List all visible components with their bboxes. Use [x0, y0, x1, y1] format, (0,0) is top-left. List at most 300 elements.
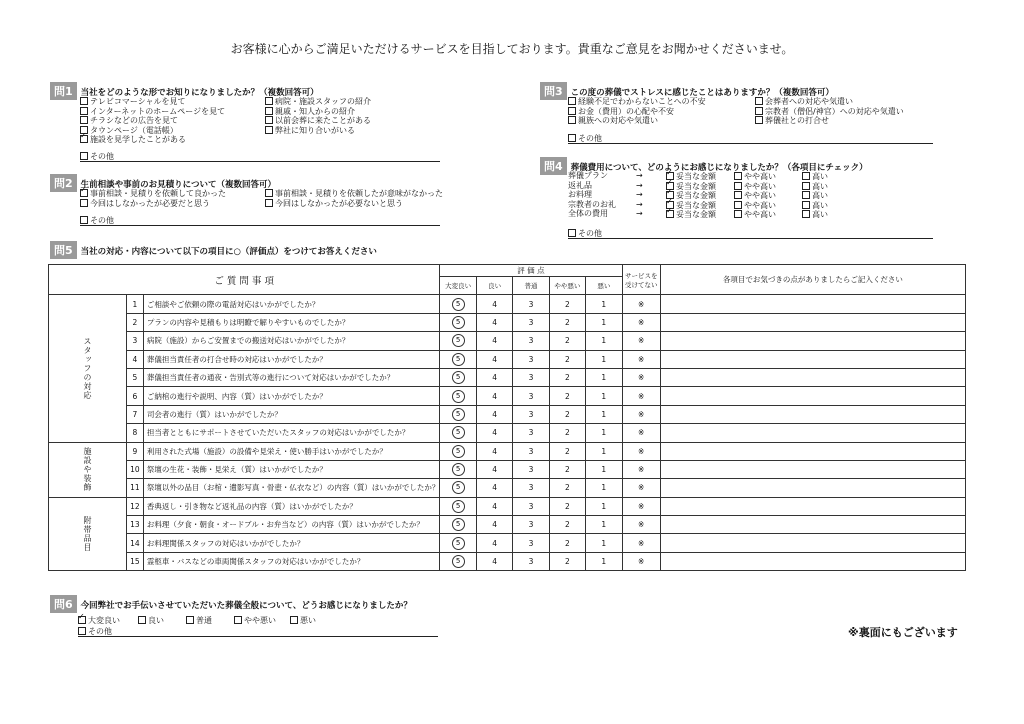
q6-other-line[interactable]: [78, 636, 438, 637]
score-value: 3: [528, 501, 534, 511]
circled-score: 5: [452, 298, 465, 311]
q4-choice[interactable]: やや高い: [734, 201, 776, 210]
comment-cell[interactable]: [660, 405, 965, 423]
score-cell[interactable]: [440, 424, 477, 442]
q3-options-right: [755, 97, 935, 126]
score-value: 3: [528, 428, 534, 438]
q6-other[interactable]: その他: [78, 627, 112, 636]
checkbox[interactable]: [265, 189, 273, 197]
comment-cell[interactable]: [660, 552, 965, 570]
table-row: [49, 534, 966, 552]
q4-choice[interactable]: ✓ 妥当な金額: [666, 201, 716, 210]
score-cell[interactable]: [586, 313, 622, 331]
score-value: 2: [565, 428, 570, 438]
score-cell[interactable]: [476, 350, 512, 368]
score-value: 3: [528, 354, 534, 364]
table-row: [49, 405, 966, 423]
circled-score: 5: [452, 500, 465, 513]
q4-choice[interactable]: やや高い: [734, 191, 776, 200]
checkbox[interactable]: [734, 201, 742, 209]
item-number: 10: [127, 460, 144, 478]
item-number: 9: [127, 442, 144, 460]
score-value: 4: [492, 373, 497, 383]
q3-option[interactable]: 経験不足でわからないことへの不安: [568, 97, 748, 107]
q4-choice[interactable]: ✓ 妥当な金額: [666, 182, 716, 191]
service-not-received-cell[interactable]: ※: [622, 442, 660, 460]
score-cell[interactable]: [549, 479, 585, 497]
service-not-received-cell[interactable]: ※: [622, 313, 660, 331]
comment-cell[interactable]: [660, 350, 965, 368]
score-cell[interactable]: [549, 497, 585, 515]
score-cell[interactable]: [440, 516, 477, 534]
score-cell[interactable]: [440, 497, 477, 515]
score-cell[interactable]: [586, 460, 622, 478]
score-cell[interactable]: [549, 424, 585, 442]
checkbox-checked[interactable]: [80, 135, 88, 143]
score-value: 3: [528, 409, 534, 419]
q4-choice[interactable]: 高い: [802, 182, 828, 191]
q4-choice[interactable]: ✓ 妥当な金額: [666, 191, 716, 200]
score-cell[interactable]: [549, 350, 585, 368]
item-question: 利用された式場（施設）の設備や見栄え・使い勝手はいかがでしたか？: [143, 442, 440, 460]
checkbox[interactable]: [734, 182, 742, 190]
score-value: 1: [601, 483, 607, 493]
score-value: 2: [565, 557, 570, 567]
checkbox[interactable]: [802, 210, 810, 218]
score-cell[interactable]: [549, 516, 585, 534]
table-row: [49, 368, 966, 386]
score-value: 4: [492, 465, 497, 475]
service-not-received-cell[interactable]: ※: [622, 405, 660, 423]
table-row: [49, 497, 966, 515]
score-value: 1: [601, 557, 607, 567]
score-value: 4: [492, 299, 497, 309]
score-cell[interactable]: [440, 405, 477, 423]
q2-other[interactable]: その他: [80, 216, 114, 225]
comment-cell[interactable]: [660, 313, 965, 331]
score-label: 大変良い: [440, 277, 477, 295]
col-score-header: 評 価 点: [440, 265, 622, 277]
item-question: 担当者とともにサポートさせていただいたスタッフの対応はいかがでしたか？: [143, 424, 440, 442]
score-value: 2: [565, 446, 570, 456]
evaluation-table: [48, 264, 966, 571]
score-cell[interactable]: [476, 497, 512, 515]
item-question: お料理関係スタッフの対応はいかがでしたか？: [143, 534, 440, 552]
score-value: 2: [565, 317, 570, 327]
checkbox[interactable]: [755, 116, 763, 124]
comment-cell[interactable]: [660, 534, 965, 552]
checkbox[interactable]: [568, 229, 576, 237]
score-cell[interactable]: [476, 405, 512, 423]
score-value: 2: [565, 391, 570, 401]
q3-option[interactable]: 親族への対応や気遣い: [568, 116, 748, 126]
circled-score: 5: [452, 371, 465, 384]
q4-choice[interactable]: 高い: [802, 172, 828, 181]
col-service-header: サービスを受けてない: [622, 265, 660, 295]
service-not-received-cell[interactable]: ※: [622, 368, 660, 386]
comment-cell[interactable]: [660, 387, 965, 405]
q5-badge: 問5: [50, 241, 77, 259]
score-cell[interactable]: [513, 442, 549, 460]
checkbox[interactable]: [802, 191, 810, 199]
comment-cell[interactable]: [660, 332, 965, 350]
score-cell[interactable]: [549, 534, 585, 552]
checkbox[interactable]: [568, 134, 576, 142]
checkbox[interactable]: [265, 107, 273, 115]
score-value: 4: [492, 557, 497, 567]
score-cell[interactable]: [549, 313, 585, 331]
score-cell[interactable]: [440, 552, 477, 570]
checkbox[interactable]: [138, 616, 146, 624]
item-number: 6: [127, 387, 144, 405]
q1-option[interactable]: タウンページ（電話帳）: [80, 126, 260, 136]
service-not-received-cell[interactable]: ※: [622, 295, 660, 313]
score-value: 1: [601, 354, 607, 364]
score-cell[interactable]: [586, 424, 622, 442]
score-cell[interactable]: [513, 534, 549, 552]
score-cell[interactable]: [476, 534, 512, 552]
q4-choice[interactable]: やや高い: [734, 172, 776, 181]
item-question: 病院（施設）からご安置までの搬送対応はいかがでしたか？: [143, 332, 440, 350]
score-cell[interactable]: [440, 332, 477, 350]
checkbox[interactable]: [802, 201, 810, 209]
score-value: 2: [565, 465, 570, 475]
score-cell[interactable]: [586, 442, 622, 460]
q4-choice[interactable]: 高い: [802, 191, 828, 200]
score-value: 1: [601, 299, 607, 309]
table-row: [49, 552, 966, 570]
checkbox[interactable]: [80, 199, 88, 207]
q1-options-left: [80, 97, 260, 145]
score-cell[interactable]: [440, 387, 477, 405]
score-cell[interactable]: [440, 350, 477, 368]
q6-option[interactable]: 良い: [138, 616, 186, 625]
score-label: やや悪い: [549, 277, 585, 295]
item-number: 13: [127, 516, 144, 534]
checkbox-checked[interactable]: [80, 189, 88, 197]
circled-score: 5: [452, 463, 465, 476]
score-cell[interactable]: [513, 405, 549, 423]
score-cell[interactable]: [513, 387, 549, 405]
score-cell[interactable]: [513, 368, 549, 386]
q2-option[interactable]: 今回はしなかったが必要ないと思う: [265, 199, 455, 209]
q2-other-line[interactable]: [80, 225, 440, 226]
comment-cell[interactable]: [660, 460, 965, 478]
score-value: 2: [565, 538, 570, 548]
item-number: 1: [127, 295, 144, 313]
checkbox[interactable]: [265, 116, 273, 124]
q6-badge: 問6: [50, 595, 77, 613]
q4-title: 葬儀費用について、どのようにお感じになりましたか？（各項目にチェック）: [570, 163, 868, 173]
comment-cell[interactable]: [660, 479, 965, 497]
item-number: 11: [127, 479, 144, 497]
q2-option[interactable]: ✓事前相談・見積りを依頼して良かった: [80, 189, 260, 199]
score-cell[interactable]: [476, 332, 512, 350]
checkbox[interactable]: [78, 627, 86, 635]
circled-score: 5: [452, 445, 465, 458]
service-not-received-cell[interactable]: ※: [622, 479, 660, 497]
score-cell[interactable]: [513, 295, 549, 313]
score-cell[interactable]: [586, 387, 622, 405]
comment-cell[interactable]: [660, 368, 965, 386]
service-not-received-cell[interactable]: ※: [622, 350, 660, 368]
circled-score: 5: [452, 481, 465, 494]
score-value: 2: [565, 409, 570, 419]
q1-option[interactable]: ✓施設を見学したことがある: [80, 135, 260, 145]
checkbox[interactable]: [80, 97, 88, 105]
q1-options-right: [265, 97, 445, 135]
q3-option[interactable]: お金（費用）の心配や不安: [568, 107, 748, 117]
table-row: [49, 516, 966, 534]
item-question: お料理（夕食・朝食・オードブル・お弁当など）の内容（質）はいかがでしたか？: [143, 516, 440, 534]
comment-cell[interactable]: [660, 424, 965, 442]
score-value: 3: [528, 538, 534, 548]
q6-option[interactable]: 悪い: [290, 616, 338, 625]
score-value: 2: [565, 373, 570, 383]
item-question: 祭壇の生花・装飾・見栄え（質）はいかがでしたか？: [143, 460, 440, 478]
service-not-received-cell[interactable]: ※: [622, 497, 660, 515]
q6-option[interactable]: 普通: [186, 616, 234, 625]
item-number: 15: [127, 552, 144, 570]
score-value: 1: [601, 520, 607, 530]
checkbox-checked[interactable]: [78, 616, 86, 624]
score-value: 4: [492, 501, 497, 511]
q5-title: 当社の対応・内容について以下の項目に○（評価点）をつけてお答えください: [80, 247, 377, 257]
score-value: 4: [492, 428, 497, 438]
circled-score: 5: [452, 555, 465, 568]
q1-option[interactable]: 以前会葬に来たことがある: [265, 116, 445, 126]
checkbox[interactable]: [80, 107, 88, 115]
q1-title: 当社をどのような形でお知りになりましたか？（複数回答可）: [80, 88, 319, 98]
checkbox[interactable]: [186, 616, 194, 624]
comment-cell[interactable]: [660, 442, 965, 460]
score-cell[interactable]: [440, 479, 477, 497]
q1-other[interactable]: その他: [80, 152, 114, 161]
q2-option[interactable]: 今回はしなかったが必要だと思う: [80, 199, 260, 209]
q1-option[interactable]: 病院・施設スタッフの紹介: [265, 97, 445, 107]
score-cell[interactable]: [476, 424, 512, 442]
q4-choice[interactable]: ✓ 妥当な金額: [666, 172, 716, 181]
q3-option[interactable]: 葬儀社との打合せ: [755, 116, 935, 126]
page-header: お客様に心からご満足いただけるサービスを目指しております。貴重なご意見をお聞かせくださいませ。: [230, 42, 794, 56]
group-label: 附帯品目: [49, 497, 127, 571]
score-cell[interactable]: [549, 368, 585, 386]
score-value: 4: [492, 520, 497, 530]
circled-score: 5: [452, 390, 465, 403]
score-value: 3: [528, 299, 534, 309]
comment-cell[interactable]: [660, 295, 965, 313]
service-not-received-cell[interactable]: ※: [622, 516, 660, 534]
checkbox[interactable]: [734, 210, 742, 218]
score-cell[interactable]: [476, 387, 512, 405]
q4-row: 返礼品 → ✓ 妥当な金額 やや高い 高い: [568, 182, 968, 192]
score-label: 普通: [513, 277, 549, 295]
checkbox[interactable]: [265, 126, 273, 134]
score-cell[interactable]: [513, 460, 549, 478]
q2-option[interactable]: 事前相談・見積りを依頼したが意味がなかった: [265, 189, 455, 199]
score-cell[interactable]: [476, 516, 512, 534]
score-cell[interactable]: [513, 497, 549, 515]
score-cell[interactable]: [586, 534, 622, 552]
score-value: 1: [601, 538, 607, 548]
score-cell[interactable]: [476, 295, 512, 313]
item-number: 3: [127, 332, 144, 350]
circled-score: 5: [452, 408, 465, 421]
checkbox[interactable]: [80, 116, 88, 124]
checkbox[interactable]: [80, 152, 88, 160]
q3-option[interactable]: 会葬者への対応や気遣い: [755, 97, 935, 107]
score-cell[interactable]: [549, 295, 585, 313]
checkbox[interactable]: [290, 616, 298, 624]
q1-option[interactable]: チラシなどの広告を見て: [80, 116, 260, 126]
table-row: [49, 387, 966, 405]
comment-cell[interactable]: [660, 497, 965, 515]
checkbox[interactable]: [755, 107, 763, 115]
q4-choice[interactable]: やや高い: [734, 210, 776, 219]
score-cell[interactable]: [586, 368, 622, 386]
circled-score: 5: [452, 316, 465, 329]
score-cell[interactable]: [549, 552, 585, 570]
score-cell[interactable]: [586, 295, 622, 313]
table-row: [49, 332, 966, 350]
score-value: 2: [565, 299, 570, 309]
score-value: 2: [565, 336, 570, 346]
score-value: 2: [565, 501, 570, 511]
checkbox[interactable]: [802, 182, 810, 190]
score-cell[interactable]: [476, 442, 512, 460]
score-cell[interactable]: [549, 332, 585, 350]
score-cell[interactable]: [440, 368, 477, 386]
checkbox[interactable]: [265, 97, 273, 105]
score-cell[interactable]: [440, 313, 477, 331]
service-not-received-cell[interactable]: ※: [622, 424, 660, 442]
score-cell[interactable]: [513, 552, 549, 570]
q1-other-line[interactable]: [80, 161, 440, 162]
circled-score: 5: [452, 353, 465, 366]
score-value: 4: [492, 409, 497, 419]
q4-badge: 問4: [540, 157, 567, 175]
q4-choice[interactable]: 高い: [802, 210, 828, 219]
q1-option[interactable]: 弊社に知り合いがいる: [265, 126, 445, 136]
score-cell[interactable]: [513, 313, 549, 331]
q1-option[interactable]: インターネットのホームページを見て: [80, 107, 260, 117]
circled-score: 5: [452, 426, 465, 439]
score-cell[interactable]: [476, 479, 512, 497]
q3-options-left: [568, 97, 748, 126]
score-cell[interactable]: [586, 350, 622, 368]
q6-option[interactable]: やや悪い: [234, 616, 290, 625]
score-cell[interactable]: [586, 479, 622, 497]
table-row: [49, 479, 966, 497]
score-value: 1: [601, 336, 607, 346]
service-not-received-cell[interactable]: ※: [622, 534, 660, 552]
score-value: 3: [528, 446, 534, 456]
checkbox[interactable]: [755, 97, 763, 105]
q3-other-line[interactable]: [568, 143, 933, 144]
score-cell[interactable]: [549, 387, 585, 405]
checkbox[interactable]: [568, 97, 576, 105]
table-row: [49, 460, 966, 478]
table-row: [49, 350, 966, 368]
item-question: ご相談やご依頼の際の電話対応はいかがでしたか？: [143, 295, 440, 313]
score-cell[interactable]: [513, 332, 549, 350]
circled-score: 5: [452, 334, 465, 347]
score-value: 4: [492, 538, 497, 548]
score-cell[interactable]: [586, 405, 622, 423]
q3-other[interactable]: その他: [568, 134, 602, 143]
q4-choice[interactable]: 高い: [802, 201, 828, 210]
score-cell[interactable]: [476, 552, 512, 570]
score-cell[interactable]: [586, 552, 622, 570]
q4-choice[interactable]: ✓ 妥当な金額: [666, 210, 716, 219]
score-value: 1: [601, 446, 607, 456]
checkbox[interactable]: [80, 216, 88, 224]
score-value: 3: [528, 465, 534, 475]
score-label: 悪い: [586, 277, 622, 295]
score-value: 4: [492, 317, 497, 327]
score-cell[interactable]: [440, 295, 477, 313]
score-cell[interactable]: [476, 313, 512, 331]
q3-title: この度の葬儀でストレスに感じたことはありますか？（複数回答可）: [570, 88, 834, 98]
score-value: 2: [565, 354, 570, 364]
score-value: 4: [492, 446, 497, 456]
checkbox[interactable]: [734, 172, 742, 180]
score-value: 3: [528, 317, 534, 327]
checkbox-checked[interactable]: [666, 210, 674, 218]
score-cell[interactable]: [513, 424, 549, 442]
score-cell[interactable]: [549, 460, 585, 478]
service-not-received-cell[interactable]: ※: [622, 460, 660, 478]
q4-other-line[interactable]: [568, 238, 933, 239]
checkbox[interactable]: [568, 107, 576, 115]
checkbox[interactable]: [234, 616, 242, 624]
score-cell[interactable]: [513, 479, 549, 497]
score-cell[interactable]: [440, 442, 477, 460]
service-not-received-cell[interactable]: ※: [622, 387, 660, 405]
q2-options-right: [265, 189, 455, 209]
score-cell[interactable]: [476, 460, 512, 478]
score-cell[interactable]: [476, 368, 512, 386]
q6-option[interactable]: ✓大変良い: [78, 616, 138, 625]
checkbox[interactable]: [802, 172, 810, 180]
score-cell[interactable]: [549, 405, 585, 423]
service-not-received-cell[interactable]: ※: [622, 552, 660, 570]
score-cell[interactable]: [513, 516, 549, 534]
score-cell[interactable]: [586, 516, 622, 534]
score-cell[interactable]: [513, 350, 549, 368]
comment-cell[interactable]: [660, 516, 965, 534]
service-not-received-cell[interactable]: ※: [622, 332, 660, 350]
q1-option[interactable]: 親戚・知人からの紹介: [265, 107, 445, 117]
table-row: [49, 442, 966, 460]
table-row: [49, 313, 966, 331]
checkbox[interactable]: [568, 116, 576, 124]
score-cell[interactable]: [440, 460, 477, 478]
score-cell[interactable]: [440, 534, 477, 552]
checkbox[interactable]: [734, 191, 742, 199]
q1-option[interactable]: テレビコマーシャルを見て: [80, 97, 260, 107]
score-value: 1: [601, 373, 607, 383]
score-cell[interactable]: [586, 497, 622, 515]
score-cell[interactable]: [549, 442, 585, 460]
score-value: 4: [492, 354, 497, 364]
score-cell[interactable]: [586, 332, 622, 350]
q4-other[interactable]: その他: [568, 229, 602, 238]
checkbox[interactable]: [265, 199, 273, 207]
q4-choice[interactable]: やや高い: [734, 182, 776, 191]
score-value: 1: [601, 465, 607, 475]
q3-option[interactable]: 宗教者（僧侶/神官）への対応や気遣い: [755, 107, 935, 117]
